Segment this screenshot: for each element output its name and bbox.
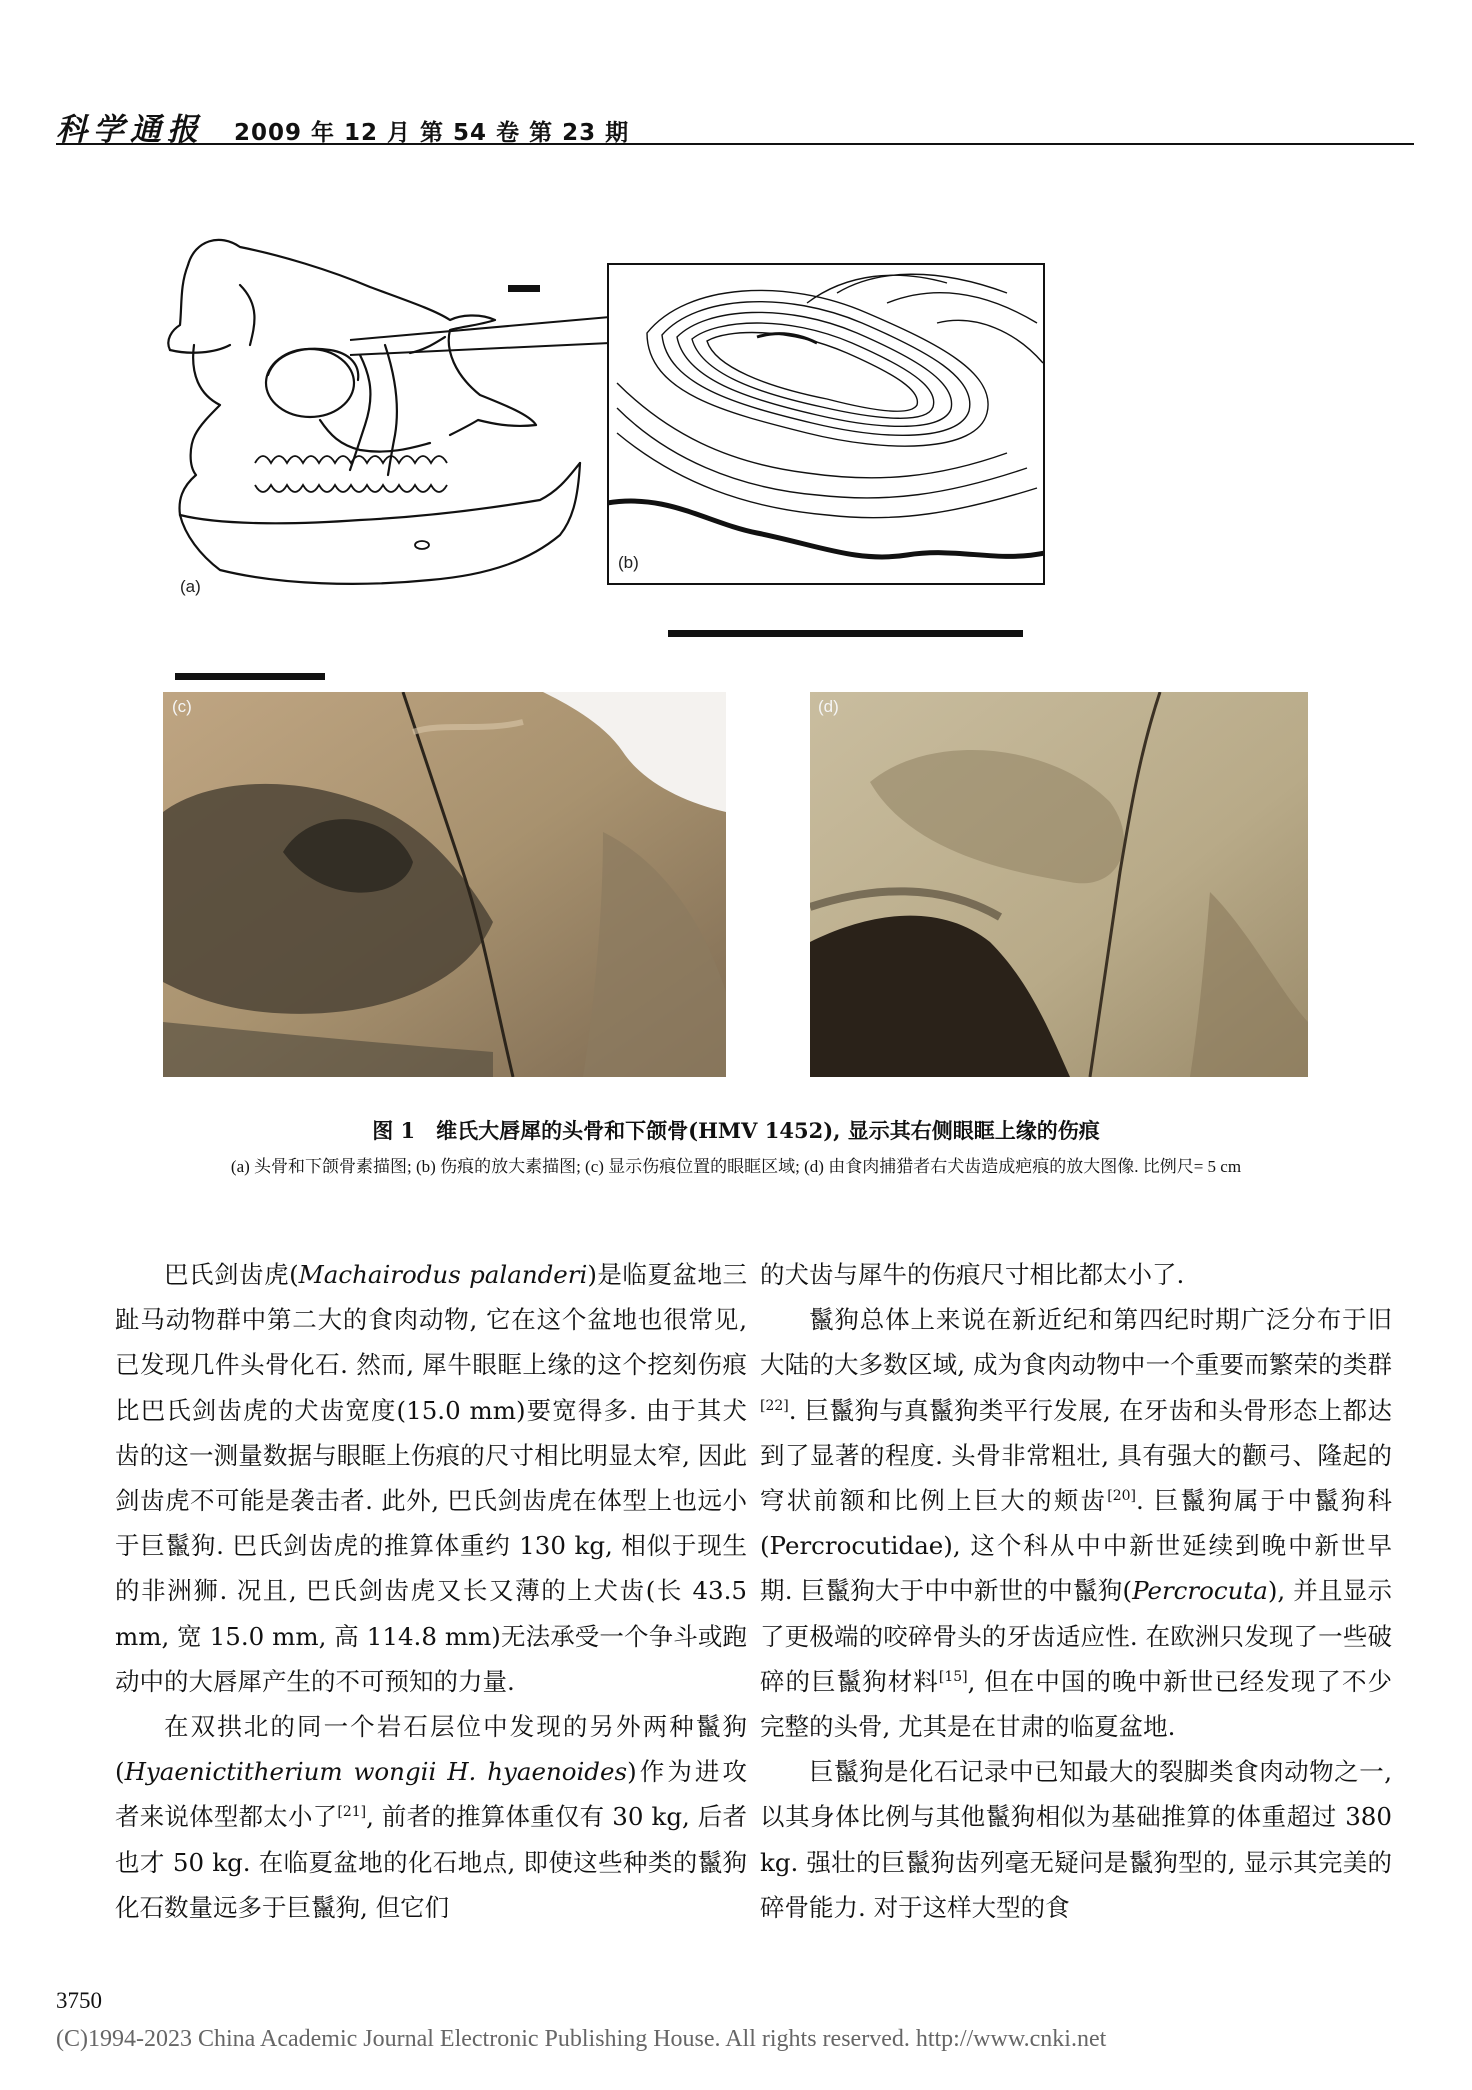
species-name: Hyaenictitherium wongii H. hyaenoides [124, 1757, 628, 1787]
panel-c-label: (c) [172, 697, 192, 716]
text-run: )作为进攻者来说体型都太小了 [115, 1757, 748, 1832]
figure-caption-title: 图 1 维氏大唇犀的头骨和下颌骨(HMV 1452), 显示其右侧眼眶上缘的伤痕 [372, 1118, 1100, 1143]
text-run: 的犬齿与犀牛的伤痕尺寸相比都太小了. [760, 1260, 1185, 1289]
species-name: Percrocuta [1132, 1576, 1268, 1606]
figure-caption-subtitle: (a) 头骨和下颌骨素描图; (b) 伤痕的放大素描图; (c) 显示伤痕位置的眼眶区域; (d) 由食肉捕猎者右犬齿造成疤痕的放大图像. 比例尺= 5 cm [230, 1157, 1242, 1176]
paragraph-right-2 [760, 1749, 1392, 1930]
header-rule [56, 143, 1414, 145]
panel-b-label: (b) [618, 553, 639, 572]
panel-c-orbit-photo [163, 692, 726, 1077]
copyright-footer: (C)1994-2023 China Academic Journal Electronic Publishing House. All rights reserved. http://www.cnki.net [56, 2026, 1107, 2052]
citation-ref: [22] [760, 1397, 789, 1414]
citation-ref: [21] [337, 1804, 367, 1821]
panel-d-label: (d) [818, 697, 839, 716]
text-run: 在双拱北的同一个岩石层位中发现的另外两种鬣狗( [115, 1712, 747, 1787]
scale-bar-a-top [508, 285, 540, 292]
text-run: . 巨鬣狗与真鬣狗类平行发展, 在牙齿和头骨形态上都达到了显著的程度. 头骨非常粗壮, 具有强大的颧弓、隆起的穹状前额和比例上巨大的颊齿 [760, 1395, 1392, 1516]
panel-d-scar-photo [810, 692, 1308, 1077]
text-run: ), 并且显示了更极端的咬碎骨头的牙齿适应性. 在欧洲只发现了一些破碎的巨鬣狗材料 [760, 1576, 1392, 1696]
scale-bar-b [668, 630, 1023, 637]
paragraph-right-1 [760, 1297, 1392, 1749]
text-run: , 但在中国的晚中新世已经发现了不少完整的头骨, 尤其是在甘肃的临夏盆地. [760, 1666, 1392, 1742]
body-column-right [760, 1252, 1392, 1930]
journal-title: 科学通报 [56, 112, 204, 148]
panel-a-label: (a) [180, 577, 201, 596]
text-run: 巨鬣狗是化石记录中已知最大的裂脚类食肉动物之一, 以其身体比例与其他鬣狗相似为基础推算的体重超过 380 kg. 强壮的巨鬣狗齿列毫无疑问是鬣狗型的, 显示其完美的碎骨能力. 对于这样大型的食 [760, 1757, 1392, 1922]
issue-info: 2009 年 12 月 第 54 卷 第 23 期 [234, 120, 630, 146]
journal-header [56, 104, 630, 148]
species-name: Machairodus palanderi [298, 1260, 588, 1289]
body-column-left [115, 1252, 747, 1930]
paragraph-left-1 [115, 1704, 747, 1930]
page-number: 3750 [56, 1988, 102, 2013]
panel-b-wound-sketch [607, 263, 1045, 585]
citation-ref: [15] [938, 1668, 968, 1685]
text-run: 巴氏剑齿虎( [164, 1260, 299, 1289]
text-run: , 前者的推算体重仅有 30 kg, 后者也才 50 kg. 在临夏盆地的化石地点, 即使这些种类的鬣狗化石数量远多于巨鬣狗, 但它们 [115, 1802, 748, 1922]
text-run: 鬣狗总体上来说在新近纪和第四纪时期广泛分布于旧大陆的大多数区域, 成为食肉动物中一个重要而繁荣的类群 [760, 1305, 1392, 1380]
paragraph-left-0 [115, 1252, 747, 1704]
scale-bar-a [175, 673, 325, 680]
paragraph-right-0 [760, 1252, 1392, 1297]
citation-ref: [20] [1107, 1488, 1137, 1505]
text-run: )是临夏盆地三趾马动物群中第二大的食肉动物, 它在这个盆地也很常见, 已发现几件头骨化石. 然而, 犀牛眼眶上缘的这个挖刻伤痕比巴氏剑齿虎的犬齿宽度(15.0 mm)要宽得多. 由于其犬齿的这一测量数据与眼眶上伤痕的尺寸相比明显太窄, 因此剑齿虎不可能是袭击者. 此外, 巴氏剑齿虎在体型上也远小于巨鬣狗. 巴氏剑齿虎的推算体重约 130 kg, 相似于现生的非洲狮. 况且, 巴氏剑齿虎又长又薄的上犬齿(长 43.5 mm, 宽 15.0 mm, 高 114.8 mm)无法承受一个争斗或跑动中的大唇犀产生的不可预知的力量. [115, 1260, 748, 1696]
figure-1 [160, 205, 1320, 1085]
text-run: . 巨鬣狗属于中鬣狗科(Percrocutidae), 这个科从中中新世延续到晚中新世早期. 巨鬣狗大于中中新世的中鬣狗( [760, 1486, 1393, 1606]
